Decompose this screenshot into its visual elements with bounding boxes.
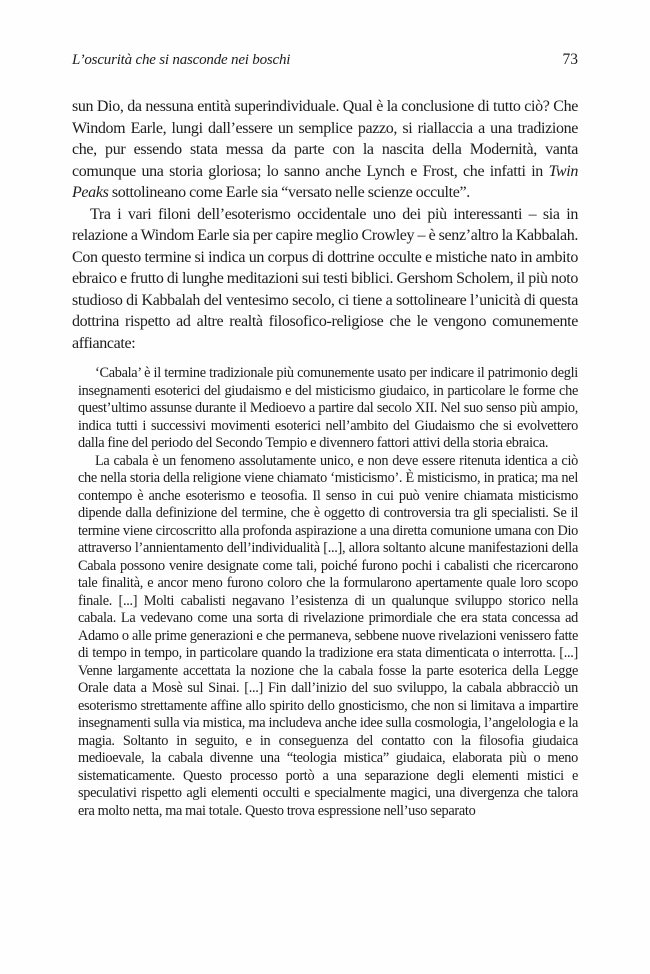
page-number: 73	[562, 51, 578, 68]
paragraph-1-text-before: sun Dio, da nessuna entità superindividuale. Qual è la conclusione di tutto ciò? Che Windom Earle, lungi dall’essere un semplice pazzo, si riallaccia a una tradizione che, pur essendo stata messa da parte con la nascita della Modernità, vanta comunque una storia gloriosa; lo sanno anche Lynch e Frost, che infatti in	[72, 98, 578, 180]
work-title-italic: Twin Peaks	[72, 162, 578, 201]
running-title: L’oscurità che si nasconde nei boschi	[72, 52, 291, 68]
paragraph-continuation	[72, 96, 578, 204]
scholem-block-quote	[78, 365, 578, 820]
quote-paragraph-1: ‘Cabala’ è il termine tradizionale più comunemente usato per indicare il patrimonio degli insegnamenti esoterici del giudaismo e del misticismo giudaico, in particolare le forme che quest’ultimo assunse durante il Medioevo a partire dal secolo XII. Nel suo senso più ampio, indica tutti i successivi movimenti esoterici nell’ambito del Giudaismo che si evolvettero dalla fine del periodo del Secondo Tempio e divennero fattori attivi della storia ebraica.	[78, 365, 578, 451]
page-body	[72, 96, 578, 820]
running-header	[72, 50, 578, 70]
paragraph-kabbalah-intro: Tra i vari filoni dell’esoterismo occidentale uno dei più interessanti – sia in relazione a Windom Earle sia per capire meglio Crowley – è senz’altro la Kabbalah. Con questo termine si indica un corpus di dottrine occulte e mistiche nato in ambito ebraico e frutto di lunghe meditazioni sui testi biblici. Gershom Scholem, il più noto studioso di Kabbalah del ventesimo secolo, ci tiene a sottolineare l’unicità di questa dottrina rispetto ad altre realtà filosofico-religiose che le vengono comunemente affiancate:	[72, 205, 578, 352]
quote-paragraph-2: La cabala è un fenomeno assolutamente unico, e non deve essere ritenuta identica a ciò che nella storia della religione viene chiamato ‘misticismo’. È misticismo, in pratica; ma nel contempo è anche esoterismo e teosofia. Il senso in cui può venire chiamata misticismo dipende dalla definizione del termine, che è oggetto di controversia tra gli specialisti. Se il termine viene circoscritto alla profonda aspirazione a una diretta comunione umana con Dio attraverso l’annientamento dell’individualità [...], allora soltanto alcune manifestazioni della Cabala possono venire designate come tali, poiché furono pochi i cabalisti che ricercarono tale finalità, e ancor meno furono coloro che la formularono apertamente quale loro scopo finale. [...] Molti cabalisti negavano l’esistenza di un qualunque sviluppo storico nella cabala. La vedevano come una sorta di rivelazione primordiale che era stata concessa ad Adamo o alle prime generazioni e che permaneva, sebbene nuove rivelazioni venissero fatte di tempo in tempo, in particolare quando la tradizione era stata dimenticata o interrotta. [...] Venne largamente accettata la nozione che la cabala fosse la parte esoterica della Legge Orale data a Mosè sul Sinai. [...] Fin dall’inizio del suo sviluppo, la cabala abbracciò un esoterismo strettamente affine allo spirito dello gnosticismo, che non si limitava a impartire insegnamenti sulla via mistica, ma includeva anche idee sulla cosmologia, l’angelologia e la magia. Soltanto in seguito, e in conseguenza del contatto con la filosofia giudaica medioevale, la cabala divenne una “teologia mistica” giudaica, elaborata più o meno sistematicamente. Questo processo portò a una separazione degli elementi mistici e speculativi rispetto agli elementi occulti e specialmente magici, una divergenza che talora era molto netta, ma mai totale. Questo trova espressione nell’uso separato	[78, 452, 578, 819]
paragraph-1-text-after: sottolineano come Earle sia “versato nelle scienze occulte”.	[108, 184, 470, 201]
